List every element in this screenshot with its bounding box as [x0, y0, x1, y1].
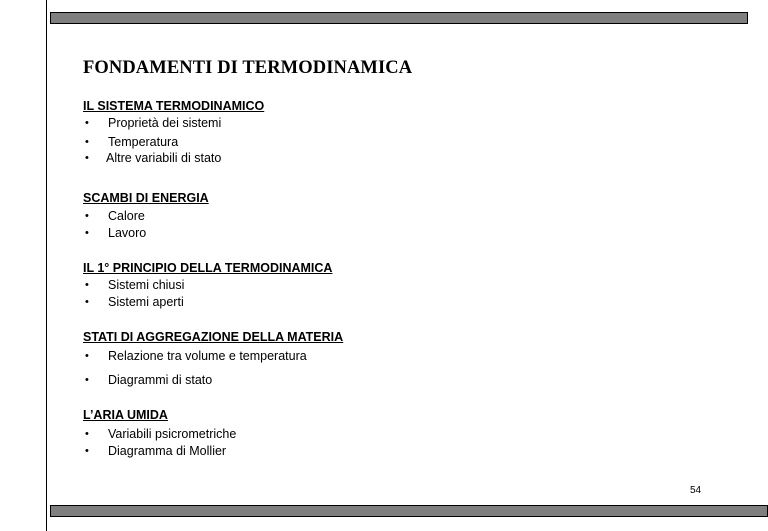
bullet-icon: • — [85, 374, 89, 386]
section-stati-di-aggregazione — [83, 329, 343, 388]
list-item: • Diagramma di Mollier — [85, 444, 227, 458]
section-scambi-di-energia — [83, 190, 209, 241]
section-aria-umida — [83, 407, 237, 459]
slide-title: FONDAMENTI DI TERMODINAMICA — [83, 58, 413, 78]
bullet-icon: • — [85, 296, 89, 308]
section-primo-principio — [83, 260, 332, 310]
bullet-icon: • — [85, 279, 89, 291]
bullet-icon: • — [85, 350, 89, 362]
section-heading: IL SISTEMA TERMODINAMICO — [83, 99, 265, 113]
list-item: • Altre variabili di stato — [85, 151, 222, 165]
list-item: • Temperatura — [85, 135, 179, 149]
bullet-icon: • — [85, 445, 89, 457]
page-number: 54 — [690, 485, 702, 496]
section-heading: SCAMBI DI ENERGIA — [83, 191, 209, 205]
section-heading: STATI DI AGGREGAZIONE DELLA MATERIA — [83, 330, 344, 344]
bullet-icon: • — [85, 428, 89, 440]
bottom-decorative-bar — [50, 505, 768, 517]
list-item: • Sistemi aperti — [85, 295, 184, 309]
bullet-icon: • — [85, 227, 89, 239]
bullet-icon: • — [85, 210, 89, 222]
list-item: • Proprietà dei sistemi — [85, 116, 222, 130]
top-decorative-bar — [50, 12, 748, 24]
list-item: • Calore — [85, 209, 145, 223]
bullet-icon: • — [85, 152, 89, 164]
list-item: • Diagrammi di stato — [85, 373, 213, 387]
section-sistema-termodinamico — [83, 98, 264, 166]
bullet-icon: • — [85, 136, 89, 148]
list-item: • Variabili psicrometriche — [85, 427, 237, 441]
section-heading: L’ARIA UMIDA — [83, 408, 168, 422]
list-item: • Relazione tra volume e temperatura — [85, 349, 307, 363]
bullet-icon: • — [85, 117, 89, 129]
list-item: • Sistemi chiusi — [85, 278, 185, 292]
list-item: • Lavoro — [85, 226, 147, 240]
section-heading: IL 1° PRINCIPIO DELLA TERMODINAMICA — [83, 261, 333, 275]
